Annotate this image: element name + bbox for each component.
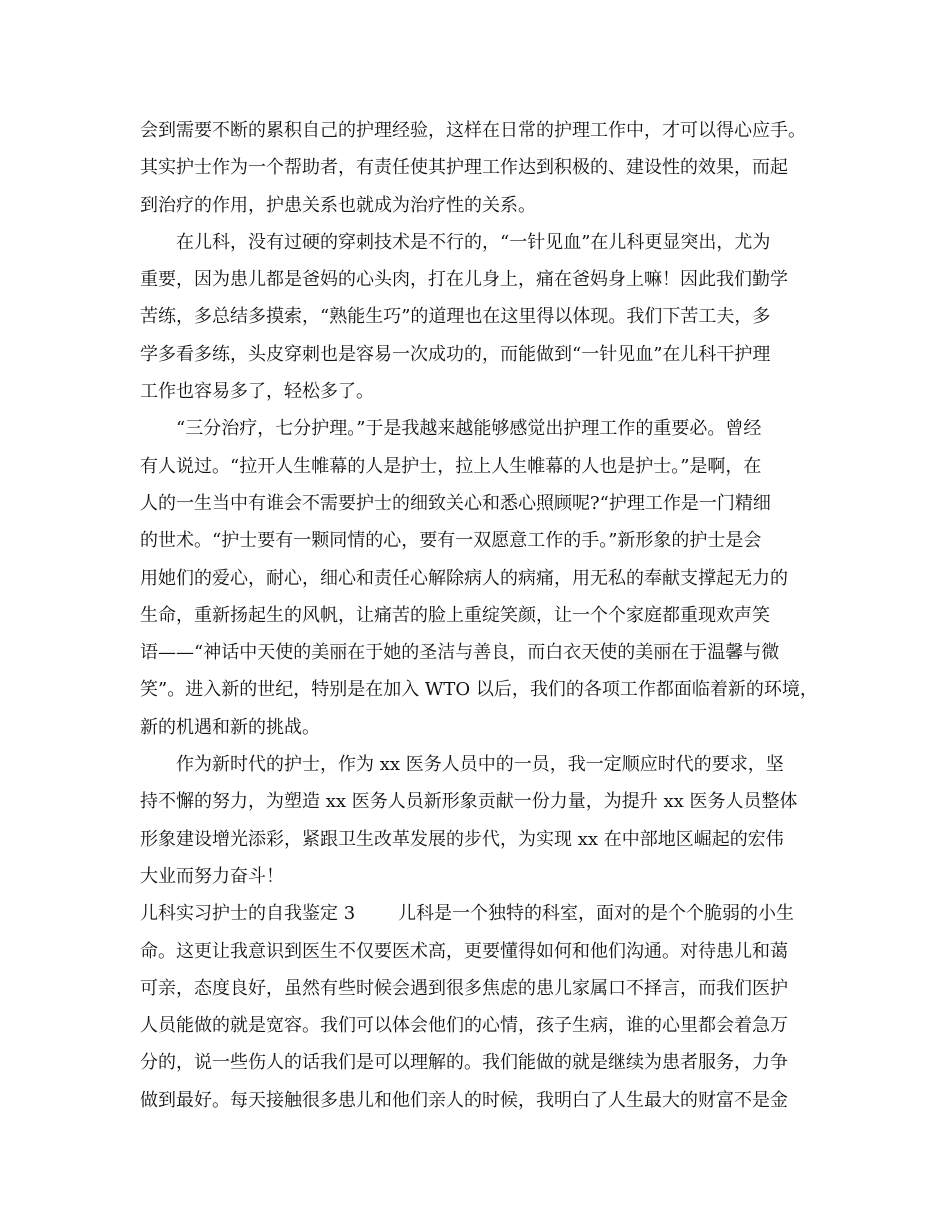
paragraph-line: 用她们的爱心，耐心，细心和责任心解除病人的病痛，用无私的奉献支撑起无力的 [140,567,788,589]
paragraph-line: 持不懈的努力，为塑造 xx 医务人员新形象贡献一份力量，为提升 xx 医务人员整体 [140,791,798,813]
paragraph-line: 的世术。“护士要有一颗同情的心，要有一双愿意工作的手。”新形象的护士是会 [140,530,762,552]
paragraph-line: 形象建设增光添彩，紧跟卫生改革发展的步代，为实现 xx 在中部地区崛起的宏伟 [140,828,784,850]
section-line: 人员能做的就是宽容。我们可以体会他们的心情，孩子生病，谁的心里都会着急万 [140,1015,788,1037]
paragraph-line: 语——“神话中天使的美丽在于她的圣洁与善良，而白衣天使的美丽在于温馨与微 [140,642,780,664]
paragraph-line: 工作也容易多了，轻松多了。 [140,381,374,403]
paragraph-line: 笑”。进入新的世纪，特别是在加入 WTO 以后，我们的各项工作都面临着新的环境， [140,679,818,701]
paragraph-line: 新的机遇和新的挑战。 [140,716,320,738]
paragraph-line: “三分治疗，七分护理。”于是我越来越能够感觉出护理工作的重要必。曾经 [176,418,762,440]
document-body [140,112,820,1119]
section-line: 命。这更让我意识到医生不仅要医术高，更要懂得如何和他们沟通。对待患儿和蔼 [140,940,788,962]
paragraph-line: 重要，因为患儿都是爸妈的心头肉，打在儿身上，痛在爸妈身上嘛！因此我们勤学 [140,269,788,291]
paragraph-line: 在儿科，没有过硬的穿刺技术是不行的，“一针见血”在儿科更显突出，尤为 [176,231,771,253]
paragraph-line: 有人说过。“拉开人生帷幕的人是护士，拉上人生帷幕的人也是护士。”是啊，在 [140,455,762,477]
section-line: 做到最好。每天接触很多患儿和他们亲人的时候，我明白了人生最大的财富不是金 [140,1089,788,1111]
paragraph-line: 大业而努力奋斗！ [140,865,284,887]
section-heading-line [140,895,820,932]
section-first-line: 儿科是一个独特的科室，面对的是个个脆弱的小生 [398,903,794,925]
section-title: 儿科实习护士的自我鉴定 3 [140,903,356,925]
paragraph-line: 苦练，多总结多摸索，“熟能生巧”的道理也在这里得以体现。我们下苦工夫，多 [140,306,771,328]
paragraph-line: 学多看多练，头皮穿刺也是容易一次成功的，而能做到“一针见血”在儿科干护理 [140,343,771,365]
paragraph-line: 到治疗的作用，护患关系也就成为治疗性的关系。 [140,194,536,216]
paragraph-line: 人的一生当中有谁会不需要护士的细致关心和悉心照顾呢?“护理工作是一门精细 [140,492,771,514]
section-line: 分的，说一些伤人的话我们是可以理解的。我们能做的就是继续为患者服务，力争 [140,1052,788,1074]
paragraph-line: 生命，重新扬起生的风帆，让痛苦的脸上重绽笑颜，让一个个家庭都重现欢声笑 [140,604,770,626]
paragraph-line: 其实护士作为一个帮助者，有责任使其护理工作达到积极的、建设性的效果，而起 [140,157,788,179]
paragraph-line: 会到需要不断的累积自己的护理经验，这样在日常的护理工作中，才可以得心应手。 [140,120,806,141]
section-line: 可亲，态度良好，虽然有些时候会遇到很多焦虑的患儿家属口不择言，而我们医护 [140,977,788,999]
paragraph-line: 作为新时代的护士，作为 xx 医务人员中的一员，我一定顺应时代的要求，坚 [176,754,784,776]
